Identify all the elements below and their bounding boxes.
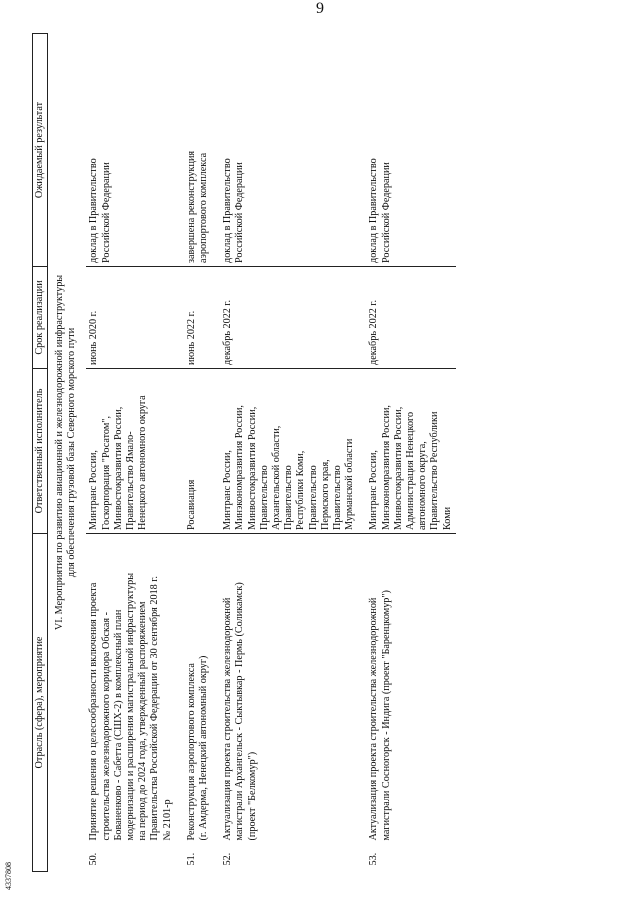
- section-title: VI. Мероприятия по развитию авиационной и железнодорожной инфраструктуры для обеспечения грузовой базы Северного морского пути: [54, 274, 78, 631]
- row-deadline: декабрь 2022 г.: [212, 266, 358, 368]
- header-deadline: Срок реализации: [33, 266, 48, 368]
- row-result: завершена реконструкция аэропортового комплекса: [176, 33, 212, 266]
- header-result: Ожидаемый результат: [33, 33, 48, 266]
- row-activity: Принятие решения о целесообразности включения проекта строительства железнодорожного коридора Обская - Бованенково - Сабетта (СШХ-2) в комплексный план модернизации и расширения магистральной инфраструктуры на период до 2024 года, утвержденный распоряжением Правительства Российской Федерации от 30 сентября 2018 г. № 2101-р: [88, 572, 173, 841]
- row-executor: Минтранс России, Минэкономразвития России, Минвостокразвития России, Правительство Архангельской области, Правительство Республики Коми, Правительство Пермского края, Правительство Мурманской области: [212, 368, 358, 533]
- table-row: [86, 33, 175, 871]
- row-deadline: июнь 2022 г.: [176, 266, 212, 368]
- row-activity: Реконструкция аэропортового комплекса (г. Амдерма, Ненецкий автономный округ): [185, 655, 210, 841]
- row-number: 53.: [368, 852, 380, 866]
- row-result: доклад в Правительство Российской Федерации: [358, 33, 455, 266]
- table-header-row: [33, 33, 48, 871]
- table-row: [358, 33, 455, 871]
- row-deadline: декабрь 2022 г.: [358, 266, 455, 368]
- rotated-table-area: [32, 34, 612, 872]
- header-activity: Отрасль (сфера), мероприятие: [33, 533, 48, 871]
- row-number: 50.: [88, 852, 100, 866]
- document-stamp: 4337808: [4, 862, 13, 890]
- page-number: 9: [316, 0, 324, 17]
- row-activity: Актуализация проекта строительства железнодорожной магистрали Архангельск - Сыктывкар - Пермь (Соликамск) (проект "Белкомур"): [222, 582, 258, 841]
- row-result: доклад в Правительство Российской Федерации: [86, 33, 175, 266]
- row-number: 52.: [222, 852, 234, 866]
- table-row: [176, 33, 212, 871]
- table-row: [212, 33, 358, 871]
- header-executor: Ответственный исполнитель: [33, 368, 48, 533]
- row-executor: Минтранс России, Госкорпорация "Росатом", Минвостокразвития России, Правительство Ямало- Ненецкого автономного округа: [86, 368, 175, 533]
- row-activity: Актуализация проекта строительства железнодорожной магистрали Сосногорск - Индига (проект "Баренцкомур"): [368, 590, 392, 841]
- row-number: 51.: [185, 852, 197, 866]
- row-executor: Росавиация: [176, 368, 212, 533]
- row-result: доклад в Правительство Российской Федерации: [212, 33, 358, 266]
- row-deadline: июнь 2020 г.: [86, 266, 175, 368]
- row-executor: Минтранс России, Минэкономразвития России, Минвостокразвития России, Администрация Ненецкого автономного округа, Правительство Республики Коми: [358, 368, 455, 533]
- measures-table: [32, 33, 456, 872]
